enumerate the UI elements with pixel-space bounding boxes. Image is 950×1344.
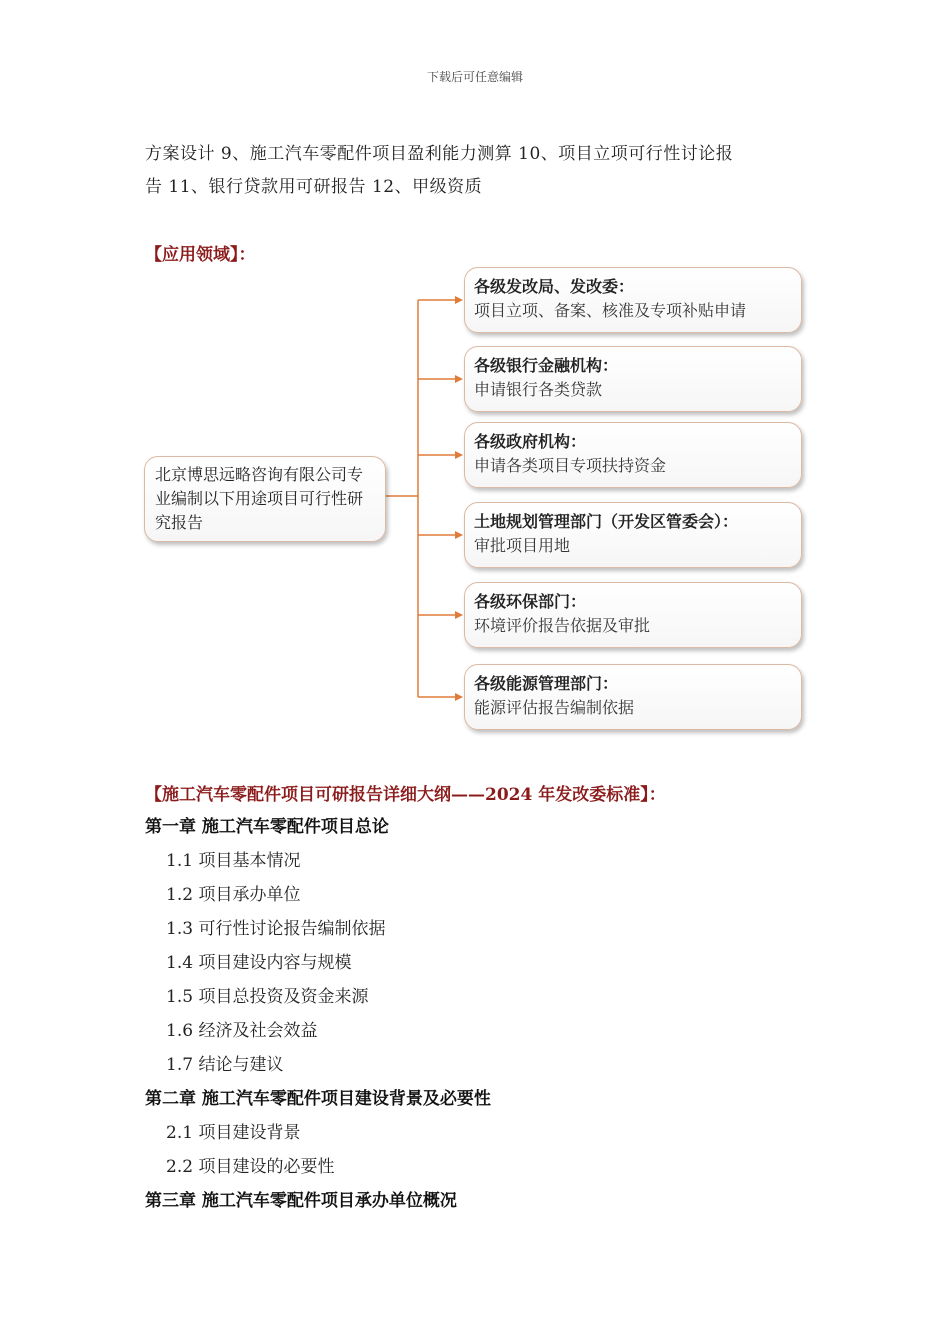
outline-item: 1.2 项目承办单位 xyxy=(166,885,301,905)
branch-box xyxy=(464,422,802,488)
branch-description: 审批项目用地 xyxy=(474,536,571,555)
branch-title: 各级能源管理部门： xyxy=(474,674,619,693)
source-box: 北京博思远略咨询有限公司专业编制以下用途项目可行性研究报告 xyxy=(144,456,386,542)
outline-list xyxy=(145,810,825,1218)
branch-title: 各级发改局、发改委： xyxy=(474,277,635,296)
outline-item: 1.4 项目建设内容与规模 xyxy=(166,953,352,973)
intro-line-2: 告 11、银行贷款用可研报告 12、甲级资质 xyxy=(145,177,483,197)
branch-box xyxy=(464,267,802,333)
branch-description: 申请各类项目专项扶持资金 xyxy=(474,456,667,475)
outline-item: 1.6 经济及社会效益 xyxy=(166,1021,318,1041)
intro-line-1: 方案设计 9、施工汽车零配件项目盈利能力测算 10、项目立项可行性讨论报 xyxy=(145,144,734,164)
branch-description: 项目立项、备案、核准及专项补贴申请 xyxy=(474,301,747,320)
outline-chapter: 第二章 施工汽车零配件项目建设背景及必要性 xyxy=(145,1089,491,1109)
branch-description: 申请银行各类贷款 xyxy=(474,380,603,399)
branch-title: 土地规划管理部门（开发区管委会）： xyxy=(474,512,739,531)
branch-box xyxy=(464,582,802,648)
branch-box xyxy=(464,502,802,568)
branch-title: 各级银行金融机构： xyxy=(474,356,619,375)
outline-chapter: 第三章 施工汽车零配件项目承办单位概况 xyxy=(145,1191,457,1211)
page-header: 下载后可任意编辑 xyxy=(426,70,523,84)
outline-item: 1.3 可行性讨论报告编制依据 xyxy=(166,919,386,939)
branch-title: 各级环保部门： xyxy=(474,592,587,611)
outline-item: 2.1 项目建设背景 xyxy=(166,1123,301,1143)
application-diagram xyxy=(140,262,820,742)
arrowhead xyxy=(455,531,463,539)
arrowhead xyxy=(455,451,463,459)
outline-chapter: 第一章 施工汽车零配件项目总论 xyxy=(145,817,389,837)
outline-item: 1.7 结论与建议 xyxy=(166,1055,284,1075)
arrowhead xyxy=(455,693,463,701)
application-section-title: 【应用领域】： xyxy=(145,245,256,265)
branch-box xyxy=(464,664,802,730)
branch-title: 各级政府机构： xyxy=(474,432,587,451)
outline-item: 2.2 项目建设的必要性 xyxy=(166,1157,335,1177)
arrowhead xyxy=(455,611,463,619)
arrowhead xyxy=(455,375,463,383)
branch-box xyxy=(464,346,802,412)
outline-item: 1.1 项目基本情况 xyxy=(166,851,301,871)
intro-paragraph xyxy=(145,138,810,204)
arrowhead xyxy=(455,296,463,304)
outline-item: 1.5 项目总投资及资金来源 xyxy=(166,987,369,1007)
outline-section-title: 【施工汽车零配件项目可研报告详细大纲——2024 年发改委标准】： xyxy=(145,785,666,805)
branch-description: 能源评估报告编制依据 xyxy=(474,698,635,717)
branch-description: 环境评价报告依据及审批 xyxy=(474,616,651,635)
